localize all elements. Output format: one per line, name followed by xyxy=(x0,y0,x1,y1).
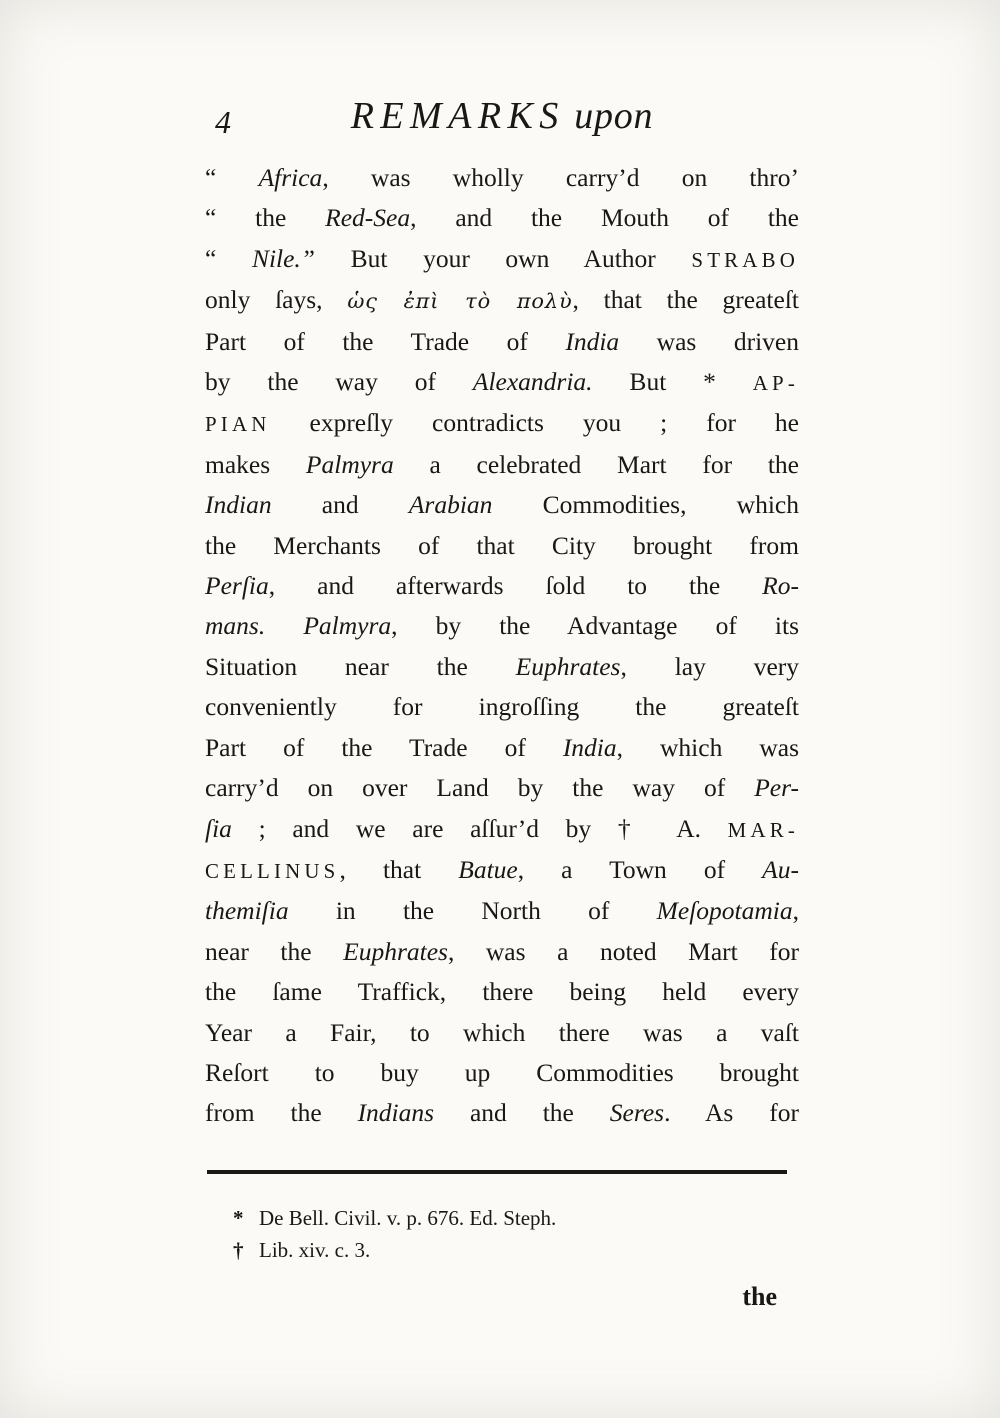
text-segment: Indian xyxy=(205,490,272,520)
text-segment: Red-Sea xyxy=(325,203,411,233)
running-title xyxy=(205,94,799,138)
footnote-rule xyxy=(207,1170,787,1174)
text-segment: Seres xyxy=(609,1098,665,1128)
text-line xyxy=(205,158,799,198)
text-segment: Palmyra xyxy=(303,611,392,641)
text-line xyxy=(205,445,799,485)
text-line xyxy=(205,891,799,931)
text-segment: Indians xyxy=(357,1098,435,1128)
text-segment: , was a noted Mart for xyxy=(447,936,799,966)
text-segment: , was wholly carry’d on thro’ xyxy=(322,163,800,192)
text-line xyxy=(205,198,799,238)
text-segment: Situation near the xyxy=(205,651,516,681)
text-segment: . As for xyxy=(664,1098,799,1128)
text-line xyxy=(205,403,799,444)
text-segment: Ro- xyxy=(762,571,799,601)
text-segment: the Merchants of that City brought from xyxy=(205,530,799,560)
text-segment: mans. xyxy=(205,611,266,641)
text-segment: , that xyxy=(339,854,459,884)
text-segment: , and the Mouth of the xyxy=(410,203,799,233)
running-title-caps: REMARKS xyxy=(350,95,565,137)
text-line xyxy=(205,687,799,727)
text-segment: only ſays, xyxy=(205,285,348,315)
catchword: the xyxy=(742,1281,777,1311)
text-segment: ὡς ἐπὶ τὸ πολὺ xyxy=(347,289,573,314)
text-segment: Au- xyxy=(762,854,799,884)
text-segment: , which was xyxy=(616,732,799,762)
text-segment: Perſia xyxy=(205,571,269,601)
text-line xyxy=(205,566,799,606)
body-text xyxy=(205,158,799,1134)
page-header xyxy=(205,92,799,148)
text-segment: themiſia xyxy=(205,896,289,926)
text-segment: ; and we are aſſur’d by † A. xyxy=(231,813,728,843)
text-segment: Batue xyxy=(458,854,518,884)
text-segment: Alexandria. xyxy=(472,367,593,397)
text-segment: Euphrates xyxy=(343,936,448,966)
text-segment: , that the greateſt xyxy=(572,285,800,315)
text-line xyxy=(205,809,799,850)
text-segment: ſia xyxy=(205,813,232,843)
text-segment: , by the Advantage of its xyxy=(391,611,799,641)
page-number: 4 xyxy=(215,104,231,140)
text-line xyxy=(205,485,799,525)
text-segment: , xyxy=(792,896,799,926)
text-segment: in the North of xyxy=(288,896,657,926)
text-line xyxy=(205,1053,799,1093)
text-segment: by the way of xyxy=(205,367,473,397)
text-block xyxy=(205,92,799,1312)
text-segment: India xyxy=(562,732,617,762)
text-line xyxy=(205,972,799,1012)
text-segment: and xyxy=(271,490,409,520)
running-title-suffix: upon xyxy=(574,95,654,137)
text-line xyxy=(205,850,799,891)
text-segment: Euphrates xyxy=(515,651,621,681)
text-segment: Nile.” xyxy=(251,243,315,273)
text-segment: was driven xyxy=(619,326,799,356)
text-segment: CELLINUS xyxy=(205,858,340,883)
text-segment: Palmyra xyxy=(305,449,394,479)
footnotes xyxy=(233,1202,799,1266)
text-segment: Arabian xyxy=(408,490,493,520)
text-line xyxy=(205,768,799,808)
text-segment: Per- xyxy=(754,773,799,803)
text-line xyxy=(205,362,799,403)
text-segment: “ xyxy=(205,163,259,192)
text-segment: MAR- xyxy=(727,817,799,842)
text-segment: from the xyxy=(205,1098,358,1128)
text-segment: conveniently for ingroſſing the greateſt xyxy=(205,692,799,722)
text-segment: , lay very xyxy=(620,651,800,681)
text-segment: a celebrated Mart for the xyxy=(393,449,799,479)
text-segment: near the xyxy=(205,936,344,966)
text-segment: PIAN xyxy=(205,412,271,437)
text-line xyxy=(205,728,799,768)
text-segment: Reſort to buy up Commodities brought xyxy=(205,1057,799,1087)
text-line xyxy=(205,606,799,646)
text-segment: Africa xyxy=(258,163,323,192)
text-segment: But * xyxy=(592,367,753,397)
catchword-row xyxy=(205,1282,799,1312)
text-segment: AP- xyxy=(752,371,800,396)
text-segment: “ xyxy=(205,243,252,273)
text-line xyxy=(205,1013,799,1053)
text-line xyxy=(205,280,799,321)
footnote-marker: † xyxy=(233,1237,244,1262)
footnote xyxy=(233,1234,799,1266)
text-segment: Part of the Trade of xyxy=(205,326,566,356)
text-line xyxy=(205,1093,799,1133)
footnote-text: Lib. xiv. c. 3. xyxy=(259,1237,371,1262)
footnote-text: De Bell. Civil. v. p. 676. Ed. Steph. xyxy=(259,1205,557,1230)
text-line xyxy=(205,647,799,687)
text-segment: Part of the Trade of xyxy=(205,732,563,762)
text-segment: Commodities, which xyxy=(492,490,799,520)
text-segment xyxy=(265,611,303,640)
text-segment: But your own Author xyxy=(315,243,692,273)
text-segment: , a Town of xyxy=(517,854,763,884)
text-segment: carry’d on over Land by the way of xyxy=(205,773,755,803)
text-segment: the ſame Traffick, there being held every xyxy=(205,977,799,1007)
text-line xyxy=(205,526,799,566)
footnote-marker: * xyxy=(233,1205,244,1230)
text-segment: makes xyxy=(205,449,306,479)
text-segment: Meſopotamia xyxy=(656,896,793,926)
text-segment: India xyxy=(565,326,620,356)
text-segment: , and afterwards ſold to the xyxy=(268,571,763,601)
text-line xyxy=(205,322,799,362)
text-segment: STRABO xyxy=(691,247,799,272)
text-line xyxy=(205,239,799,280)
text-line xyxy=(205,932,799,972)
text-segment: “ the xyxy=(205,203,326,233)
text-segment: and the xyxy=(434,1098,610,1128)
footnote xyxy=(233,1202,799,1234)
text-segment: expreſly contradicts you ; for he xyxy=(270,408,799,438)
text-segment: Year a Fair, to which there was a vaſt xyxy=(205,1017,799,1047)
